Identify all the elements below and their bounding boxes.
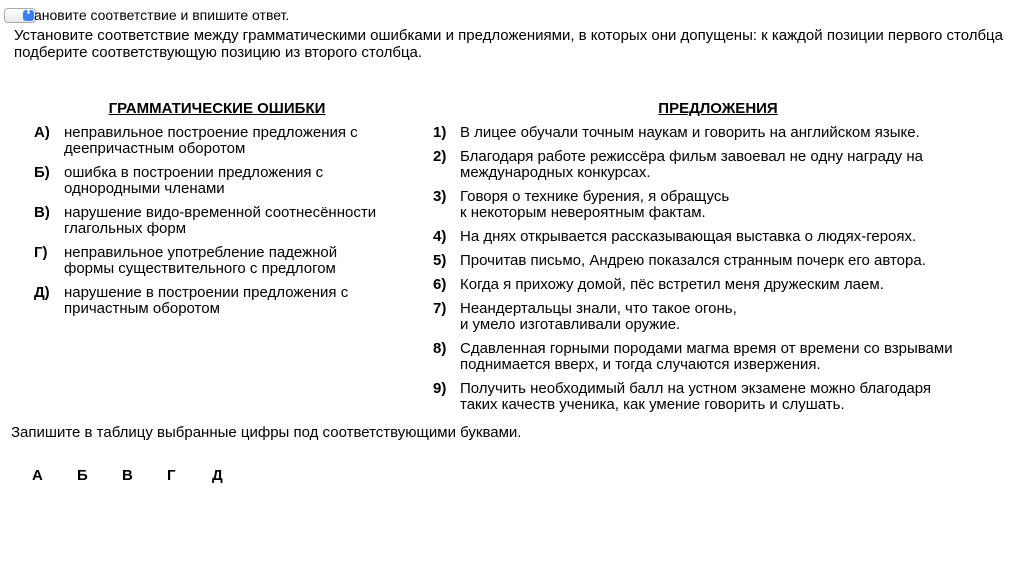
answer-letter: В [122,467,133,484]
sentence-item-key: 9) [433,380,447,397]
error-item [34,285,414,317]
sentence-item-text: Благодаря работе режиссёра фильм завоевал не одну награду на международных конкурсах. [460,148,923,181]
sentence-item-text: Сдавленная горными породами магма время от времени со взрывами поднимается вверх, и тогда случаются извержения. [460,340,953,373]
answer-instruction: Запишите в таблицу выбранные цифры под соответствующими буквами. [11,424,522,441]
sentence-item-key: 5) [433,252,447,269]
answer-letter: А [32,467,43,484]
error-item-key: А) [34,124,50,141]
prompt-text: ановите соответствие и впишите ответ. [34,7,290,23]
sentence-item [433,125,1013,141]
sentence-item-text: Когда я прихожу домой, пёс встретил меня дружеским лаем. [460,276,884,293]
answer-select[interactable] [4,8,36,23]
prompt-bar [4,6,289,24]
sentence-item-key: 3) [433,188,447,205]
sentence-item-key: 6) [433,276,447,293]
sentence-item-text: Прочитав письмо, Андрею показался странным почерк его автора. [460,252,926,269]
sentence-item-key: 8) [433,340,447,357]
sentences-column-title: ПРЕДЛОЖЕНИЯ [658,100,778,117]
error-item-text: ошибка в построении предложения с однородными членами [64,164,324,197]
answer-letter: Д [212,467,223,484]
error-item-key: Д) [34,284,50,301]
answer-letter: Б [77,467,88,484]
sentence-item-text: Получить необходимый балл на устном экзамене можно благодаря таких качеств ученика, как умение говорить и слушать. [460,380,932,413]
sentence-item [433,189,1013,221]
sentence-item-text: На днях открывается рассказывающая выставка о людях-героях. [460,228,917,245]
errors-column [34,99,414,325]
error-item-key: Б) [34,164,50,181]
answer-letter: Г [167,467,176,484]
error-item-text: неправильное построение предложения с деепричастным оборотом [64,124,358,157]
error-item [34,125,414,157]
error-item-text: неправильное употребление падежной формы существительного с предлогом [64,244,338,277]
sentence-item-text: Говоря о технике бурения, я обращусь к некоторым невероятным фактам. [460,188,730,221]
sentence-item [433,277,1013,293]
sentence-item-key: 7) [433,300,447,317]
sentence-item-key: 4) [433,228,447,245]
error-item [34,245,414,277]
sentence-item [433,229,1013,245]
sentence-item-text: В лицее обучали точным наукам и говорить на английском языке. [460,124,920,141]
sentence-item-text: Неандертальцы знали, что такое огонь, и умело изготавливали оружие. [460,300,737,333]
sentence-item [433,149,1013,181]
error-item-text: нарушение в построении предложения с причастным оборотом [64,284,349,317]
errors-column-title: ГРАММАТИЧЕСКИЕ ОШИБКИ [108,100,326,117]
sentence-item [433,301,1013,333]
error-item-text: нарушение видо-временной соотнесённости глагольных форм [64,204,377,237]
error-item-key: Г) [34,244,48,261]
sentence-item [433,341,1013,373]
sentences-column [433,99,1013,421]
sentence-item-key: 2) [433,148,447,165]
answer-table-letters [32,467,257,484]
task-instruction: Установите соответствие между грамматическими ошибками и предложениями, в которых они допущены: к каждой позиции первого столбца подберите соответствующую позицию из второго столбца. [14,27,1003,61]
error-item [34,165,414,197]
sentence-item [433,253,1013,269]
select-arrows-icon: ⬍ [23,10,34,21]
sentence-item-key: 1) [433,124,447,141]
sentence-item [433,381,1013,413]
error-item-key: В) [34,204,50,221]
error-item [34,205,414,237]
